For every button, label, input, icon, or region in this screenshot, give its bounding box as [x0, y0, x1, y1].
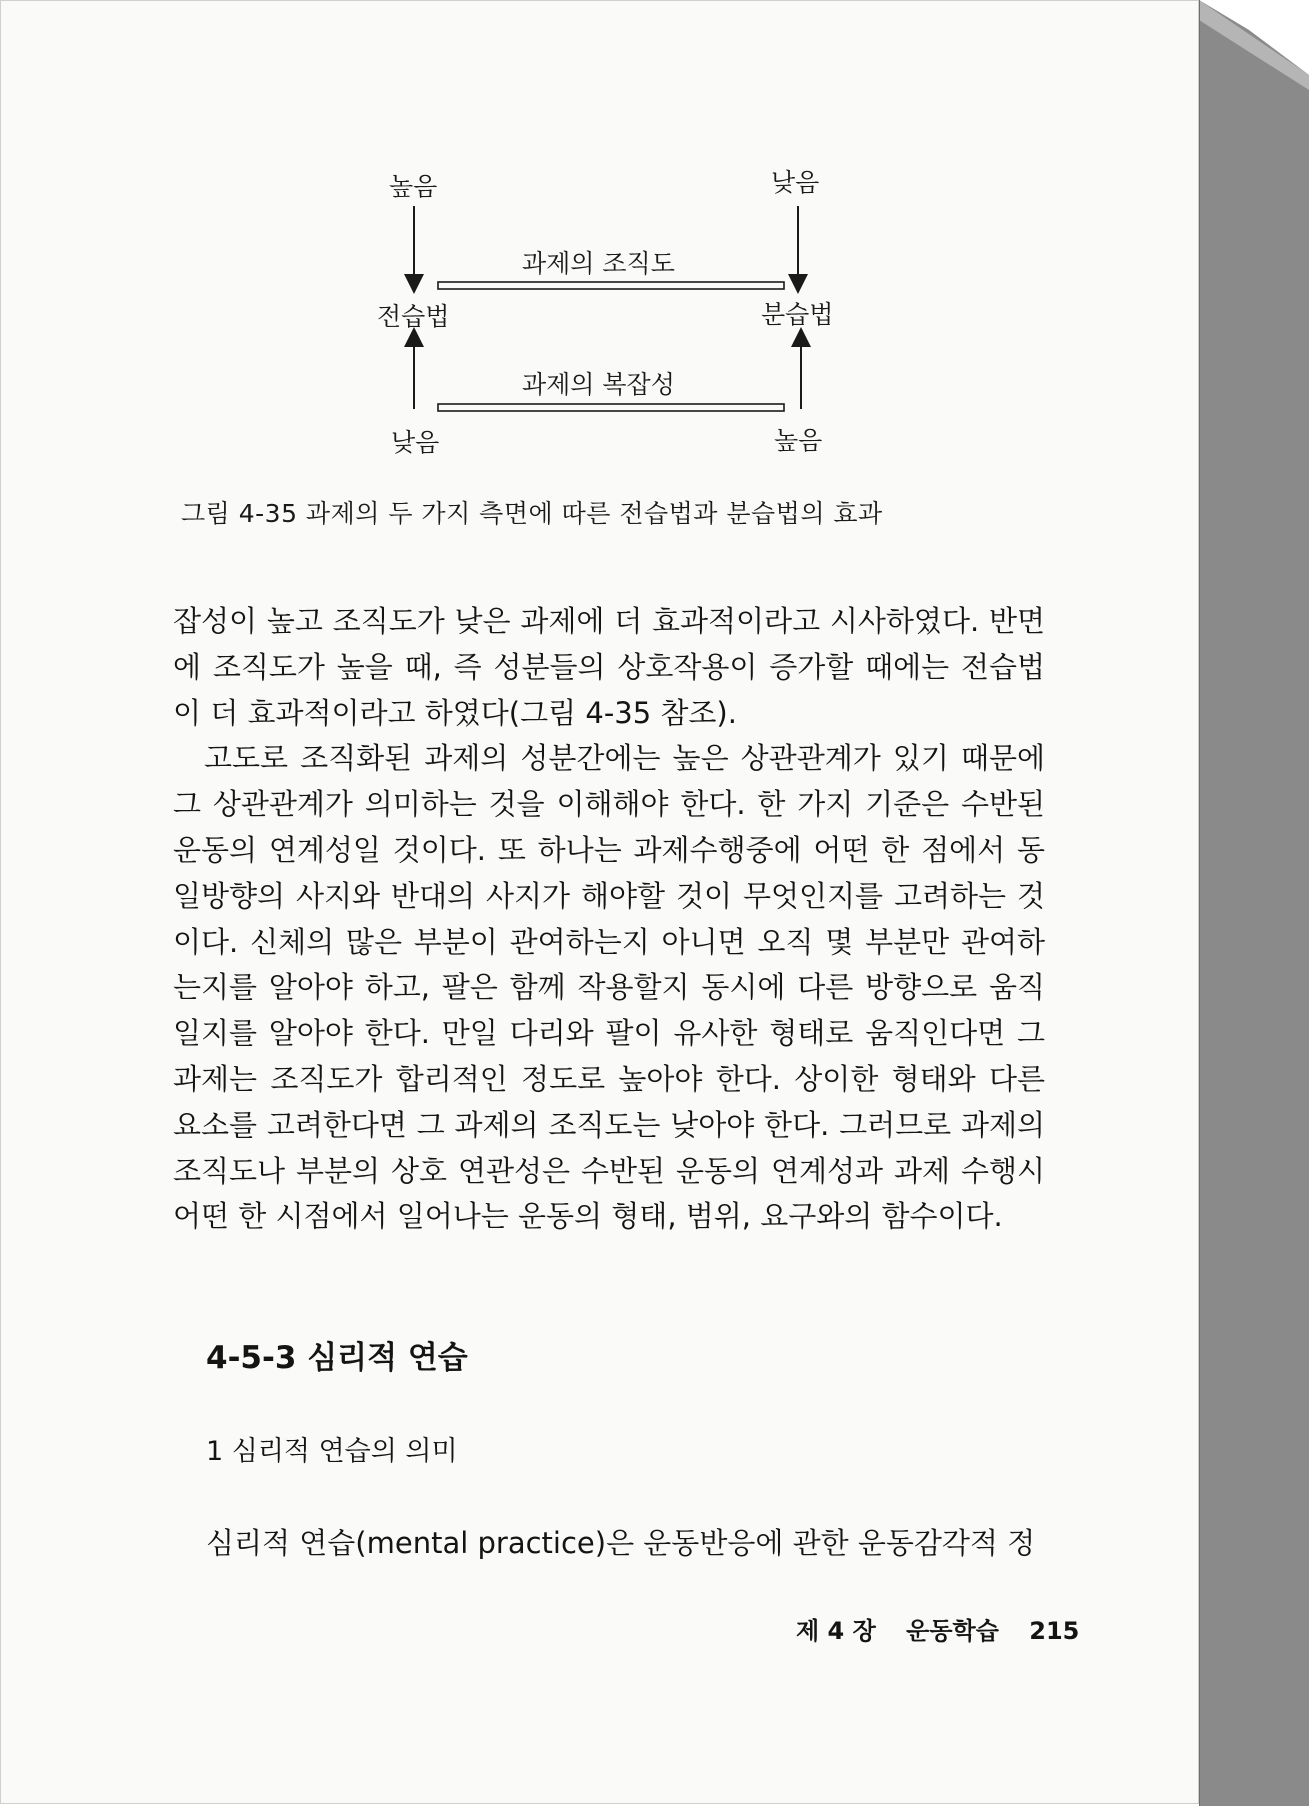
section-heading: 4-5-3 심리적 연습: [206, 1340, 468, 1376]
label-task-organization: 과제의 조직도: [522, 249, 675, 278]
footer-chapter-title: 운동학습: [906, 1617, 999, 1645]
paragraph-2: 고도로 조직화된 과제의 성분간에는 높은 상관관계가 있기 때문에 그 상관관계가 의미하는 것을 이해해야 한다. 한 가지 기준은 수반된 운동의 연계성일 것이다. 또 하나는 과제수행중에 어떤 한 점에서 동일방향의 사지와 반대의 사지가 해야할 것이 무엇인지를 고려하는 것이다. 신체의 많은 부분이 관여하는지 아니면 오직 몇 부분만 관여하는지를 알아야 하고, 팔은 함께 작용할지 동시에 다른 방향으로 움직일지를 알아야 한다. 만일 다리와 팔이 유사한 형태로 움직인다면 그 과제는 조직도가 합리적인 정도로 높아야 한다. 상이한 형태와 다른 요소를 고려한다면 그 과제의 조직도는 낮아야 한다. 그러므로 과제의 조직도나 부분의 상호 연관성은 수반된 운동의 연계성과 과제 수행시 어떤 한 시점에서 일어나는 운동의 형태, 범위, 요구와의 함수이다.: [173, 741, 1045, 1234]
label-task-complexity: 과제의 복잡성: [522, 370, 675, 399]
paragraph-mental-practice: 심리적 연습(mental practice)은 운동반응에 관한 운동감각적 정: [206, 1526, 1036, 1560]
footer-page-number: 215: [1029, 1617, 1080, 1645]
label-whole-method: 전습법: [377, 302, 450, 331]
organization-bar: [438, 282, 784, 289]
label-high-bottom-right: 높음: [774, 426, 823, 455]
body-text: [173, 599, 1045, 1240]
figure-4-35: [1, 1, 1200, 561]
paragraph-1: 잡성이 높고 조직도가 낮은 과제에 더 효과적이라고 시사하였다. 반면에 조직도가 높을 때, 즉 성분들의 상호작용이 증가할 때에는 전습법이 더 효과적이라고 하였다(그림 4-35 참조).: [173, 604, 1045, 730]
label-low-bottom-left: 낮음: [391, 428, 440, 457]
label-high-top-left: 높음: [389, 172, 438, 201]
figure-diagram: [1, 1, 1200, 561]
label-low-top-right: 낮음: [771, 168, 820, 197]
figure-caption: 그림 4-35 과제의 두 가지 측면에 따른 전습법과 분습법의 효과: [181, 499, 883, 528]
subsection-heading: 1 심리적 연습의 의미: [206, 1436, 458, 1467]
footer-chapter: 제 4 장: [796, 1617, 876, 1645]
book-spine: [1199, 0, 1309, 1806]
label-part-method: 분습법: [761, 300, 834, 329]
page-footer: [796, 1611, 1101, 1646]
complexity-bar: [438, 404, 784, 411]
